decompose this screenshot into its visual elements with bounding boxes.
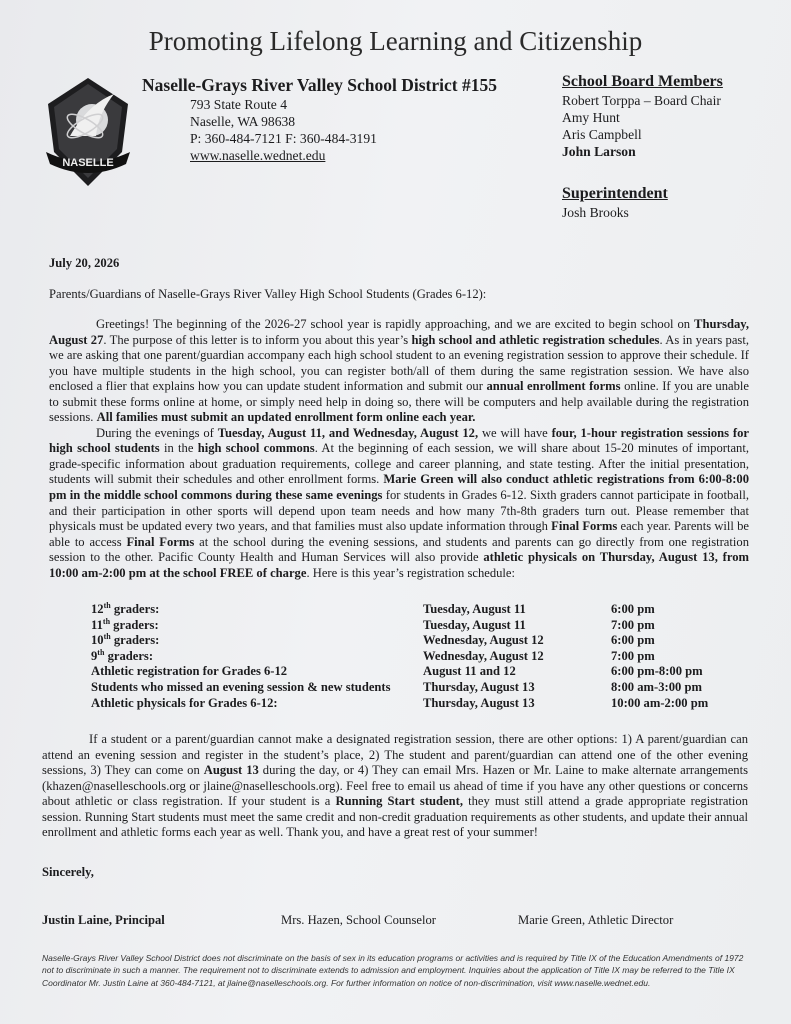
- bold-text: Marie Green will also conduct athletic registrations from 6:00-8:00 pm in the middle school commons during these same evenings: [49, 472, 749, 503]
- text-run: Greetings! The beginning of the 2026-27 school year is rapidly approaching, and we are excited to begin school on: [96, 317, 695, 331]
- schedule-day: August 11 and 12: [423, 664, 516, 679]
- schedule-row: [91, 602, 708, 618]
- motto-heading: Promoting Lifelong Learning and Citizenship: [148, 26, 643, 56]
- schedule-row: [91, 696, 708, 712]
- schedule-day: Tuesday, August 11: [423, 617, 526, 632]
- district-name: Naselle-Grays River Valley School District #155: [142, 75, 497, 95]
- nondiscrimination-footer: Naselle-Grays River Valley School District does not discriminate on the basis of sex in its education programs or activities and is required by Title IX of the Education Amendments of 1972 not to discriminate in such a manner. The requirement not to discriminate extends to admission and employment. Inquiries about the application of Title IX may be referred to the Title IX Coordinator Mr. Justin Laine at 360-484-7121, at jlaine@naselleschools.org. For further information on notice of non-discrimination, visit www.naselle.wednet.edu.: [42, 953, 744, 988]
- salutation: Parents/Guardians of Naselle-Grays River Valley High School Students (Grades 6-12):: [49, 287, 487, 301]
- schedule-day: Tuesday, August 11: [423, 602, 526, 616]
- text-run: for students in Grades 6-12. Sixth graders cannot participate in football, and their participation in other sports will depend upon team needs and how many 7th-8th graders turn out. Please remember that physicals must be updated every two years, and that families must also update information through: [49, 488, 749, 534]
- bold-text: athletic physicals on Thursday, August 13, from 10:00 am-2:00 pm at the school FREE of charge: [49, 550, 750, 580]
- letter-body-alternatives: [42, 732, 748, 841]
- bold-text: Thursday, August 27: [49, 317, 749, 347]
- superintendent-block: [562, 184, 668, 221]
- text-run: we will have: [478, 425, 552, 440]
- address-line-2: Naselle, WA 98638: [190, 114, 296, 129]
- schedule-group: Athletic registration for Grades 6-12: [91, 664, 288, 679]
- schedule-row: [91, 618, 708, 634]
- text-run: during the day, or 4) They can email Mrs. Hazen or Mr. Laine to make alternate arrangements (khazen@naselleschools.org or jlaine@naselleschools.org). Feel free to email us ahead of time if you have any other questions or concerns about athletic or class registration. If your student is a: [42, 763, 748, 809]
- schedule-time: 8:00 am-3:00 pm: [611, 679, 702, 694]
- bold-text: Running Start student,: [335, 794, 463, 809]
- schedule-time: 6:00 pm: [611, 633, 655, 648]
- bold-text: Final Forms: [126, 534, 195, 549]
- schedule-group: 9th graders:: [91, 647, 154, 663]
- naselle-comets-logo-icon: [40, 74, 136, 190]
- signature-athletic-director: Marie Green, Athletic Director: [518, 913, 674, 927]
- superintendent-heading: Superintendent: [562, 185, 668, 202]
- bold-text: August 13: [203, 763, 259, 778]
- schedule-group: Students who missed an evening session & new students: [91, 679, 391, 694]
- letter-date: July 20, 2026: [49, 256, 120, 270]
- district-phone: P: 360-484-7121 F: 360-484-3191: [190, 131, 377, 146]
- text-run: During the evenings of: [96, 425, 218, 440]
- schedule-time: 6:00 pm-8:00 pm: [611, 664, 703, 679]
- schedule-time: 7:00 pm: [611, 617, 655, 632]
- bold-text: four, 1-hour registration sessions for high school students: [49, 425, 749, 456]
- district-website-link[interactable]: www.naselle.wednet.edu: [190, 148, 326, 163]
- bold-text: high school commons: [197, 441, 315, 456]
- text-run: in the: [159, 441, 198, 456]
- paragraph-greeting: [49, 317, 749, 426]
- schedule-group: Athletic physicals for Grades 6-12:: [91, 695, 278, 710]
- school-board-list: [562, 72, 723, 160]
- bold-text: Tuesday, August 11, and Wednesday, August 12,: [217, 425, 479, 440]
- text-run: at the school during the evening sessions, and students and parents can go directly from one registration session to the other. Pacific County Health and Human Services will also provide: [49, 534, 749, 565]
- board-member: Amy Hunt: [562, 110, 620, 125]
- text-run: . At the beginning of each session, we will share about 15-20 minutes of important, grade-specific information about graduation requirements, college and career planning, and state testing. After the initial presentation, students will submit their schedules and other enrollment forms.: [49, 441, 749, 487]
- text-run: . As in years past, we are asking that one parent/guardian accompany each high school student to an evening registration session to approve their schedule. If you have multiple students in the high school, you can register both/all of them during the same registration session. We have also enclosed a flier that explains how you can update student information and submit our: [49, 332, 749, 394]
- board-heading: School Board Members: [562, 73, 723, 90]
- bold-text: high school and athletic registration schedules: [411, 332, 660, 347]
- schedule-row: [91, 680, 708, 696]
- text-run: online. If you are unable to submit these forms online at home, or simply need help in doing so, there will be computers and help available during the registration sessions.: [49, 379, 750, 425]
- signature-principal: Justin Laine, Principal: [42, 913, 165, 927]
- address-line-1: 793 State Route 4: [190, 97, 288, 112]
- schedule-day: Thursday, August 13: [423, 695, 535, 710]
- schedule-group: 11th graders:: [91, 616, 159, 632]
- logo-text: NASELLE: [62, 157, 114, 169]
- bold-text: All families must submit an updated enrollment form online each year.: [96, 410, 476, 425]
- schedule-time: 6:00 pm: [611, 602, 655, 616]
- text-run: . Here is this year’s registration schedule:: [306, 565, 516, 580]
- schedule-day: Wednesday, August 12: [423, 633, 544, 648]
- district-address: [190, 96, 377, 164]
- signature-counselor: Mrs. Hazen, School Counselor: [281, 913, 436, 927]
- text-run: If a student or a parent/guardian cannot make a designated registration session, there are other options: 1) A parent/guardian can attend an evening session and register in the student’s place, 2) The student and parent/guardian can attend one of the other evening sessions, 3) They can come on: [42, 732, 748, 778]
- bold-text: Final Forms: [551, 519, 618, 534]
- board-member: Aris Campbell: [562, 127, 642, 142]
- schedule-row: [91, 633, 708, 649]
- schedule-group: 10th graders:: [91, 632, 160, 648]
- schedule-day: Wednesday, August 12: [423, 648, 544, 663]
- board-member: John Larson: [562, 144, 636, 159]
- text-run: they must still attend a grade appropriate registration session. Running Start students must meet the same credit and non-credit graduation requirements as other students, and update their annual enrollment and athletic forms each year as well. Thank you, and have a great rest of your summer!: [42, 794, 748, 840]
- bold-text: annual enrollment forms: [486, 379, 621, 394]
- schedule-time: 7:00 pm: [611, 648, 655, 663]
- schedule-row: [91, 664, 708, 680]
- schedule-group: 12th graders:: [91, 600, 160, 616]
- paragraph-alternatives: [42, 732, 748, 841]
- text-run: each year. Parents will be able to access: [49, 519, 749, 549]
- schedule-row: [91, 649, 708, 665]
- letter-body: [49, 317, 749, 581]
- registration-schedule-table: [91, 602, 708, 711]
- superintendent-name: Josh Brooks: [562, 205, 629, 220]
- closing: Sincerely,: [42, 865, 94, 879]
- text-run: . The purpose of this letter is to inform you about this year’s: [103, 332, 412, 347]
- schedule-day: Thursday, August 13: [423, 679, 535, 694]
- board-member: Robert Torppa – Board Chair: [562, 93, 721, 108]
- schedule-time: 10:00 am-2:00 pm: [611, 695, 709, 710]
- paragraph-sessions: [49, 426, 749, 581]
